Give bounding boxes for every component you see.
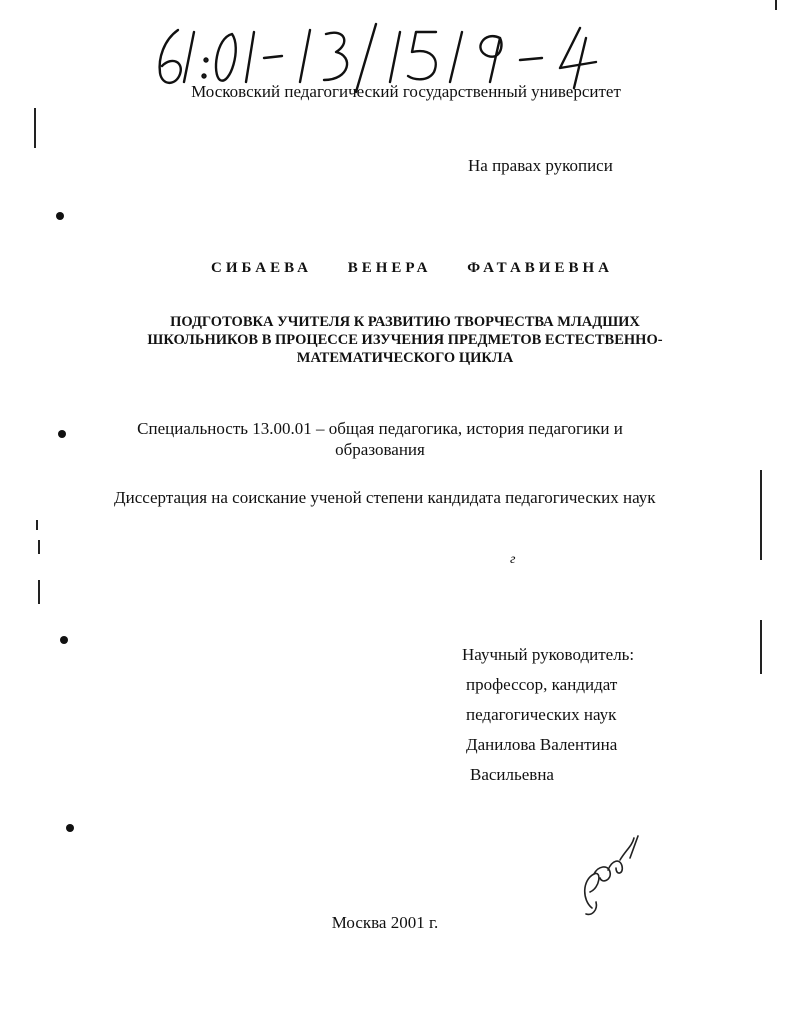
- scan-edge-line: [36, 520, 38, 530]
- advisor-line: Данилова Валентина: [466, 735, 618, 754]
- punch-hole-dot: [58, 430, 66, 438]
- author-name: [0, 260, 796, 277]
- city-and-year: Москва 2001 г.: [331, 913, 439, 932]
- specialty-line: Специальность 13.00.01 – общая педагогика, история педагогики и: [137, 419, 623, 438]
- author-patronymic: ФАТАВИЕВНА: [467, 260, 613, 276]
- punch-hole-dot: [60, 636, 68, 644]
- specialty: [60, 418, 700, 460]
- punch-hole-dot: [56, 212, 64, 220]
- scientific-advisor: [462, 640, 634, 790]
- signature-drawing: [572, 830, 652, 920]
- scan-edge-line: [34, 108, 36, 148]
- scan-edge-line: [38, 540, 40, 554]
- scan-edge-line: [760, 470, 762, 560]
- title-line: МАТЕМАТИЧЕСКОГО ЦИКЛА: [296, 350, 514, 366]
- title-line: ШКОЛЬНИКОВ В ПРОЦЕССЕ ИЗУЧЕНИЯ ПРЕДМЕТОВ ЕСТЕСТВЕННО-: [147, 332, 663, 348]
- university-name: Московский педагогический государственный университет: [191, 82, 621, 101]
- punch-hole-dot: [66, 824, 74, 832]
- dissertation-title: [60, 313, 750, 367]
- specialty-line: образования: [335, 440, 425, 459]
- advisor-heading: Научный руководитель:: [462, 645, 635, 664]
- dissertation-degree: Диссертация на соискание ученой степени кандидата педагогических наук: [114, 488, 656, 507]
- scan-edge-line: [775, 0, 777, 10]
- advisor-line: профессор, кандидат: [466, 675, 618, 694]
- title-line: ПОДГОТОВКА УЧИТЕЛЯ К РАЗВИТИЮ ТВОРЧЕСТВА МЛАДШИХ: [170, 314, 640, 330]
- stray-mark: г: [510, 552, 516, 567]
- scan-edge-line: [38, 580, 40, 604]
- handwritten-signature: [572, 830, 652, 920]
- advisor-line: Васильевна: [470, 765, 554, 784]
- author-first-name: ВЕНЕРА: [347, 260, 432, 276]
- manuscript-rights-note: На правах рукописи: [468, 156, 613, 175]
- scan-edge-line: [760, 620, 762, 674]
- author-surname: СИБАЕВА: [211, 260, 312, 276]
- advisor-line: педагогических наук: [466, 705, 617, 724]
